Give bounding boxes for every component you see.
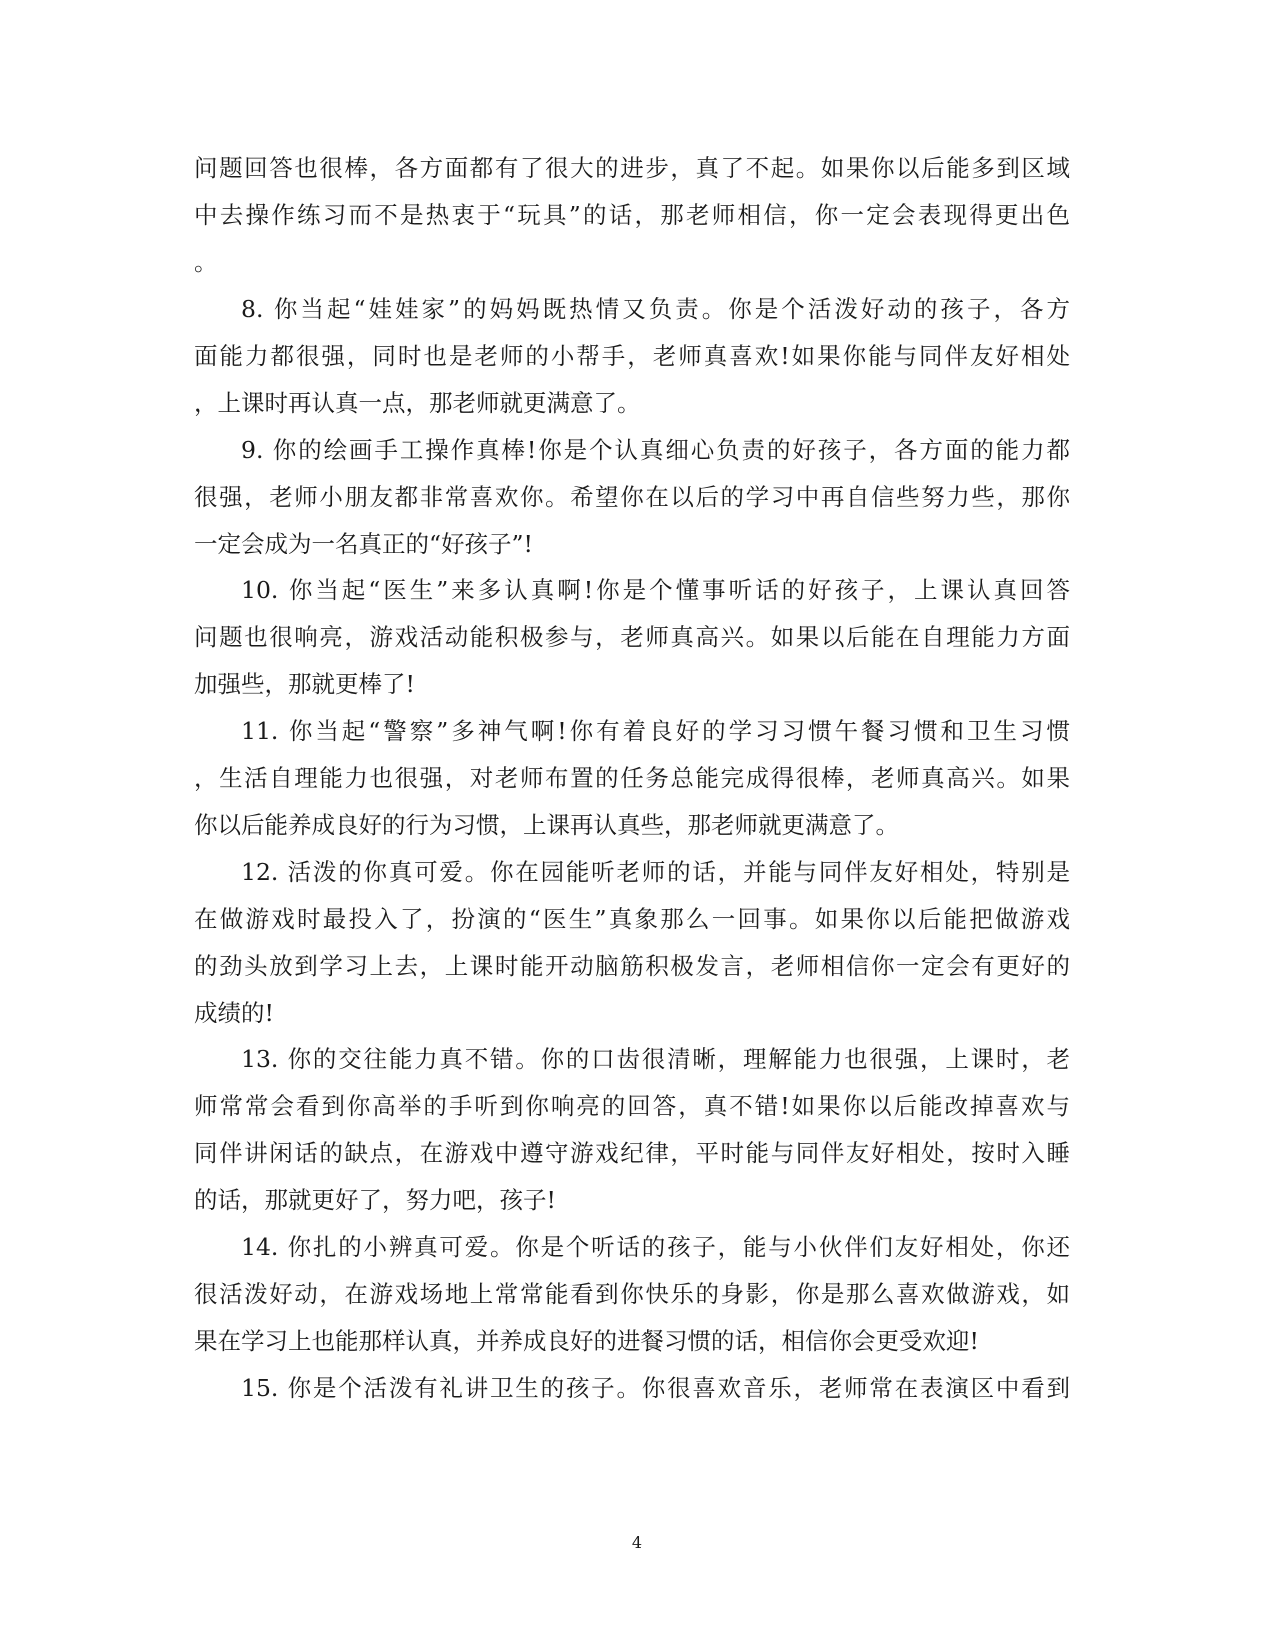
paragraph-first-line: 15. 你是个活泼有礼讲卫生的孩子。你很喜欢音乐，老师常在表演区中看到 bbox=[241, 1374, 1070, 1402]
text-line: 你以后能养成良好的行为习惯，上课再认真些，那老师就更满意了。 bbox=[194, 811, 899, 839]
page-number: 4 bbox=[631, 1533, 643, 1552]
text-line: 中去操作练习而不是热衷于“玩具”的话，那老师相信，你一定会表现得更出色 bbox=[194, 201, 1070, 229]
paragraph-first-line: 11. 你当起“警察”多神气啊!你有着良好的学习习惯午餐习惯和卫生习惯 bbox=[241, 717, 1070, 745]
text-line: 加强些，那就更棒了! bbox=[194, 670, 415, 698]
text-line: 面能力都很强，同时也是老师的小帮手，老师真喜欢!如果你能与同伴友好相处 bbox=[194, 342, 1070, 370]
text-line: 问题回答也很棒，各方面都有了很大的进步，真了不起。如果你以后能多到区域 bbox=[194, 154, 1070, 182]
text-line: 一定会成为一名真正的“好孩子”! bbox=[194, 530, 533, 558]
text-line: 同伴讲闲话的缺点，在游戏中遵守游戏纪律，平时能与同伴友好相处，按时入睡 bbox=[194, 1139, 1070, 1167]
paragraph-first-line: 10. 你当起“医生”来多认真啊!你是个懂事听话的好孩子，上课认真回答 bbox=[241, 576, 1070, 604]
text-line: 问题也很响亮，游戏活动能积极参与，老师真高兴。如果以后能在自理能力方面 bbox=[194, 623, 1070, 651]
text-line: 很活泼好动，在游戏场地上常常能看到你快乐的身影，你是那么喜欢做游戏，如 bbox=[194, 1280, 1070, 1308]
paragraph-first-line: 8. 你当起“娃娃家”的妈妈既热情又负责。你是个活泼好动的孩子，各方 bbox=[241, 295, 1070, 323]
text-line: 很强，老师小朋友都非常喜欢你。希望你在以后的学习中再自信些努力些，那你 bbox=[194, 483, 1070, 511]
text-line: ，上课时再认真一点，那老师就更满意了。 bbox=[194, 389, 641, 417]
text-line: 在做游戏时最投入了，扮演的“医生”真象那么一回事。如果你以后能把做游戏 bbox=[194, 905, 1070, 933]
paragraph-first-line: 9. 你的绘画手工操作真棒!你是个认真细心负责的好孩子，各方面的能力都 bbox=[241, 436, 1070, 464]
text-line: 的话，那就更好了，努力吧，孩子! bbox=[194, 1186, 556, 1214]
paragraph-first-line: 14. 你扎的小辨真可爱。你是个听话的孩子，能与小伙伴们友好相处，你还 bbox=[241, 1233, 1070, 1261]
text-line: 成绩的! bbox=[194, 999, 274, 1027]
text-line: ，生活自理能力也很强，对老师布置的任务总能完成得很棒，老师真高兴。如果 bbox=[194, 764, 1070, 792]
text-line: 果在学习上也能那样认真，并养成良好的进餐习惯的话，相信你会更受欢迎! bbox=[194, 1327, 979, 1355]
paragraph-first-line: 13. 你的交往能力真不错。你的口齿很清晰，理解能力也很强，上课时，老 bbox=[241, 1045, 1070, 1073]
text-line: 师常常会看到你高举的手听到你响亮的回答，真不错!如果你以后能改掉喜欢与 bbox=[194, 1092, 1070, 1120]
text-line: 。 bbox=[194, 248, 218, 276]
paragraph-first-line: 12. 活泼的你真可爱。你在园能听老师的话，并能与同伴友好相处，特别是 bbox=[241, 858, 1070, 886]
text-line: 的劲头放到学习上去，上课时能开动脑筋积极发言，老师相信你一定会有更好的 bbox=[194, 952, 1070, 980]
